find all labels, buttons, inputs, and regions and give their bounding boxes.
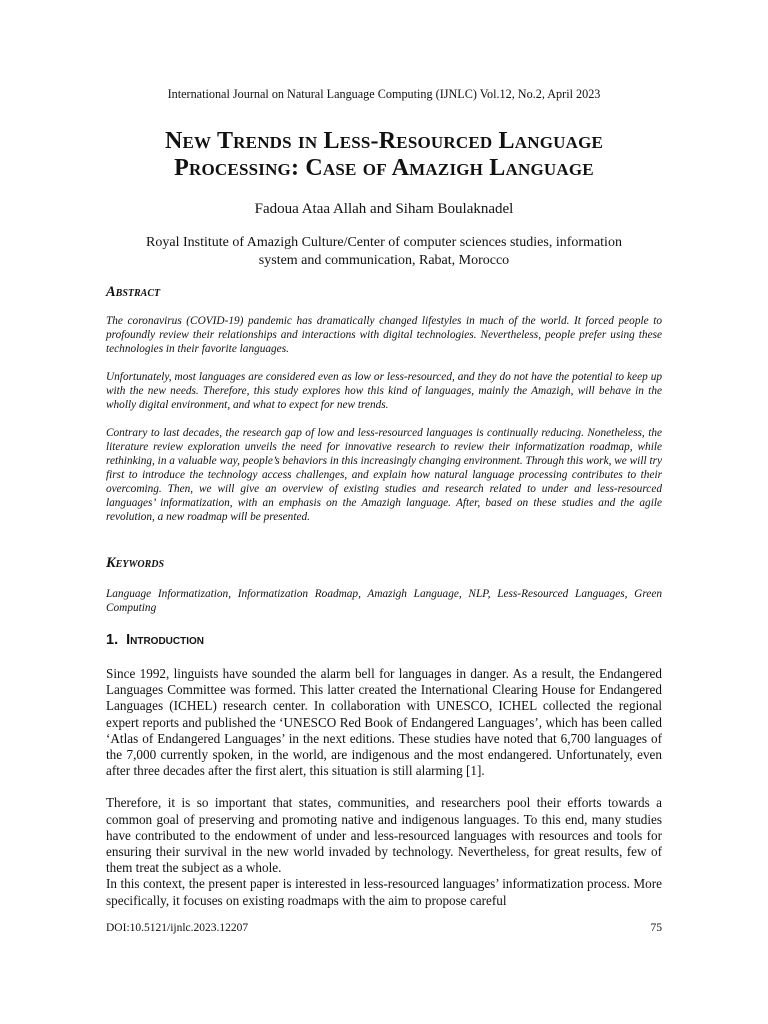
paper-title: [60, 128, 708, 182]
page-number: 75: [650, 922, 662, 934]
section-number: 1.: [106, 632, 119, 648]
introduction-heading: [106, 632, 204, 648]
keywords-text: Language Informatization, Informatization Roadmap, Amazigh Language, NLP, Less-Resourced Languages, Green Computing: [106, 588, 662, 614]
abstract-paragraph: Contrary to last decades, the research gap of low and less-resourced languages is continually reducing. Nonetheless, the literature review exploration unveils the need for innovative research to review their informatization roadmap, while rethinking, in a valuable way, people’s behaviors in this increasingly changing environment. Through this work, we will try first to introduce the technology access challenges, and explain how natural language processing contributes to their overcoming. Then, we will give an overview of existing studies and research related to under and less-resourced languages’ informatization, with an emphasis on the Amazigh language. After, based on these studies and the agile revolution, a new roadmap will be presented.: [106, 427, 662, 523]
abstract-body: [106, 314, 662, 538]
abstract-paragraph: The coronavirus (COVID-19) pandemic has dramatically changed lifestyles in much of the world. It forced people to profoundly review their relationships and interactions with digital technologies. Nevertheless, people prefer using these technologies in their favorite languages.: [106, 315, 662, 355]
journal-header: International Journal on Natural Language Computing (IJNLC) Vol.12, No.2, April 2023: [167, 87, 601, 101]
paper-title-line-1: New Trends in Less-Resourced Language: [164, 128, 604, 154]
affiliation-line-2: system and communication, Rabat, Morocco: [258, 253, 510, 268]
affiliation-line-1: Royal Institute of Amazigh Culture/Center of computer sciences studies, information: [146, 235, 622, 250]
doi-text: DOI:10.5121/ijnlc.2023.12207: [106, 922, 249, 934]
keywords-heading: Keywords: [106, 555, 165, 571]
body-paragraph: In this context, the present paper is interested in less-resourced languages’ informatization process. More specifically, it focuses on existing roadmaps with the aim to propose careful: [106, 876, 662, 908]
body-paragraph: Therefore, it is so important that states, communities, and researchers pool their efforts towards a common goal of preserving and promoting native and indigenous languages. To this end, many studies have contributed to the endowment of under and less-resourced languages with resources and tools for ensuring their survival in the new world invaded by technology. Nevertheless, for great results, few of them treat the subject as a whole.: [106, 795, 662, 876]
body-paragraph: Since 1992, linguists have sounded the alarm bell for languages in danger. As a result, the Endangered Languages Committee was formed. This latter created the International Clearing House for Endangered Languages (ICHEL) research center. In collaboration with UNESCO, ICHEL collected the regional expert reports and published the ‘UNESCO Red Book of Endangered Languages’, which has been called ‘Atlas of Endangered Languages’ in the next editions. These studies have noted that 6,700 languages of the 7,000 currently spoken, in the world, are indigenous and the most endangered. Unfortunately, even after three decades after the first alert, this situation is still alarming [1].: [106, 666, 662, 779]
abstract-paragraph: Unfortunately, most languages are considered even as low or less-resourced, and they do not have the potential to keep up with the new needs. Therefore, this study explores how this kind of languages, mainly the Amazigh, will behave in the wholly digital environment, and what to expect for new trends.: [106, 371, 662, 411]
paper-authors: Fadoua Ataa Allah and Siham Boulaknadel: [254, 201, 514, 217]
author-affiliation: [100, 234, 668, 270]
section-title: Introduction: [126, 632, 205, 648]
abstract-heading: Abstract: [106, 284, 161, 300]
introduction-body: [106, 666, 662, 909]
paper-title-line-2: Processing: Case of Amazigh Language: [174, 155, 594, 181]
